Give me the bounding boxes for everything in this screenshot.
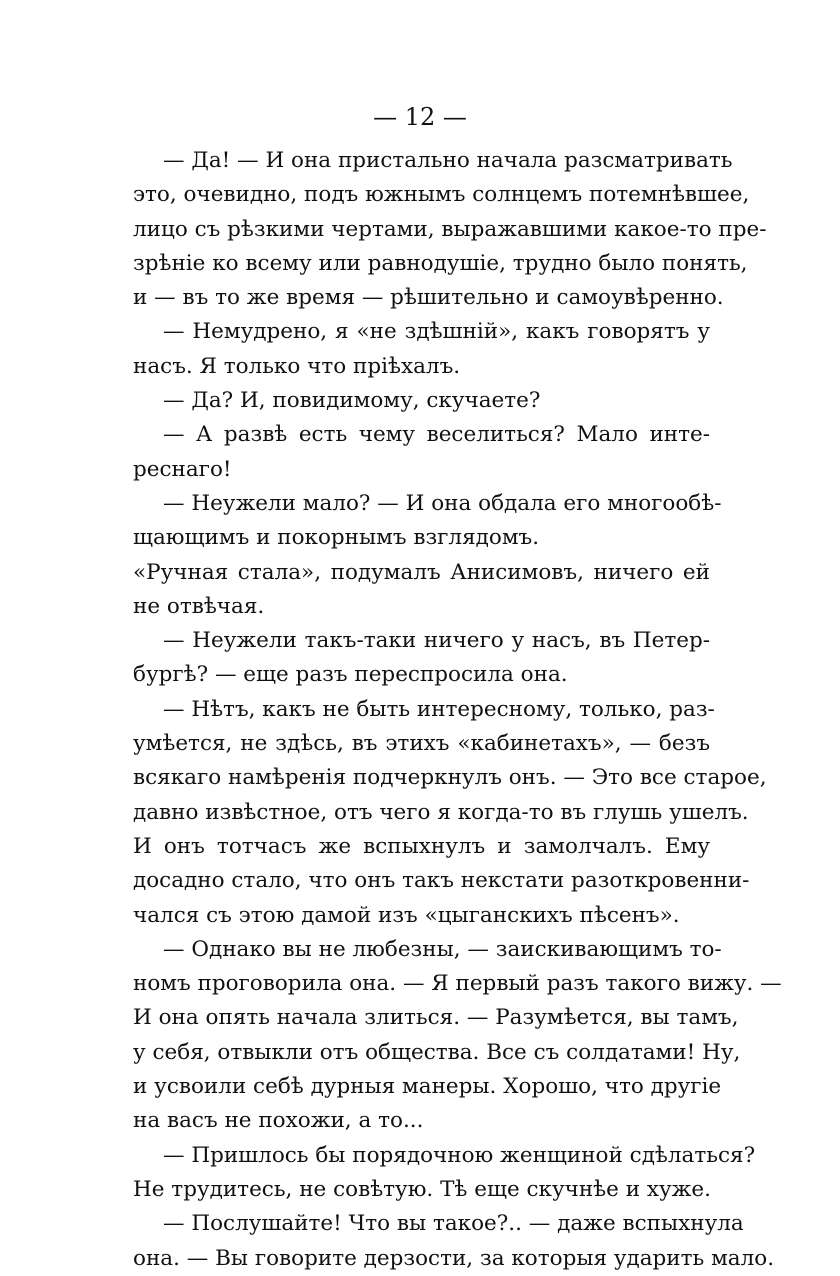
- text-line: — Да? И, повидимому, скучаете?: [163, 388, 541, 414]
- text-line: это, очевидно, подъ южнымъ солнцемъ потемнѣвшее,: [133, 182, 750, 208]
- text-line: — Неужели такъ-таки ничего у насъ, въ Петер-: [163, 628, 710, 654]
- text-line: Не трудитесь, не совѣтую. Тѣ еще скучнѣе и хуже.: [133, 1176, 711, 1202]
- text-line: зрѣніе ко всему или равнодушіе, трудно было понять,: [133, 250, 748, 276]
- text-line: реснаго!: [133, 456, 232, 482]
- body-text: [133, 144, 782, 1276]
- text-line: давно извѣстное, отъ чего я когда-то въ глушь ушелъ.: [133, 799, 749, 825]
- text-line: не отвѣчая.: [133, 593, 265, 619]
- text-line: на васъ не похожи, а то...: [133, 1108, 424, 1134]
- text-line: у себя, отвыкли отъ общества. Все съ солдатами! Ну,: [133, 1039, 741, 1065]
- text-line: — Нѣтъ, какъ не быть интересному, только, раз-: [163, 696, 715, 722]
- text-line: щающимъ и покорнымъ взглядомъ.: [133, 525, 540, 551]
- text-line: насъ. Я только что пріѣхалъ.: [133, 353, 461, 379]
- text-line: номъ проговорила она. — Я первый разъ такого вижу. —: [133, 971, 782, 997]
- page-number: — 12 —: [373, 103, 467, 131]
- text-line: — Да! — И она пристально начала разсматривать: [163, 148, 733, 173]
- text-line: умѣется, не здѣсь, въ этихъ «кабинетахъ», — безъ: [133, 731, 710, 757]
- text-line: лицо съ рѣзкими чертами, выражавшими какое-то пре-: [133, 216, 767, 242]
- text-line: — Неужели мало? — И она обдала его многообѣ-: [163, 490, 722, 516]
- text-line: и усвоили себѣ дурныя манеры. Хорошо, что другіе: [133, 1074, 722, 1100]
- text-line: чался съ этою дамой изъ «цыганскихъ пѣсенъ».: [133, 902, 680, 928]
- text-line: «Ручная стала», подумалъ Анисимовъ, ничего ей: [133, 559, 710, 585]
- text-line: досадно стало, что онъ такъ некстати разоткровенни-: [133, 868, 750, 894]
- text-line: она. — Вы говорите дерзости, за которыя ударить мало.: [133, 1245, 775, 1271]
- text-line: и — въ то же время — рѣшительно и самоувѣренно.: [133, 285, 724, 311]
- text-line: — Однако вы не любезны, — заискивающимъ то-: [163, 936, 722, 962]
- text-line: — А развѣ есть чему веселиться? Мало инте-: [163, 422, 710, 448]
- text-line: И она опять начала злиться. — Разумѣется, вы тамъ,: [133, 1005, 739, 1031]
- text-line: всякаго намѣренія подчеркнулъ онъ. — Это все старое,: [133, 765, 767, 791]
- text-line: бургѣ? — еще разъ переспросила она.: [133, 662, 568, 688]
- text-line: — Послушайте! Что вы такое?.. — даже вспыхнула: [163, 1211, 744, 1237]
- text-line: И онъ тотчасъ же вспыхнулъ и замолчалъ. Ему: [133, 833, 710, 859]
- text-line: — Пришлось бы порядочною женщиной сдѣлаться?: [163, 1142, 756, 1168]
- text-line: — Немудрено, я «не здѣшній», какъ говорятъ у: [163, 319, 710, 345]
